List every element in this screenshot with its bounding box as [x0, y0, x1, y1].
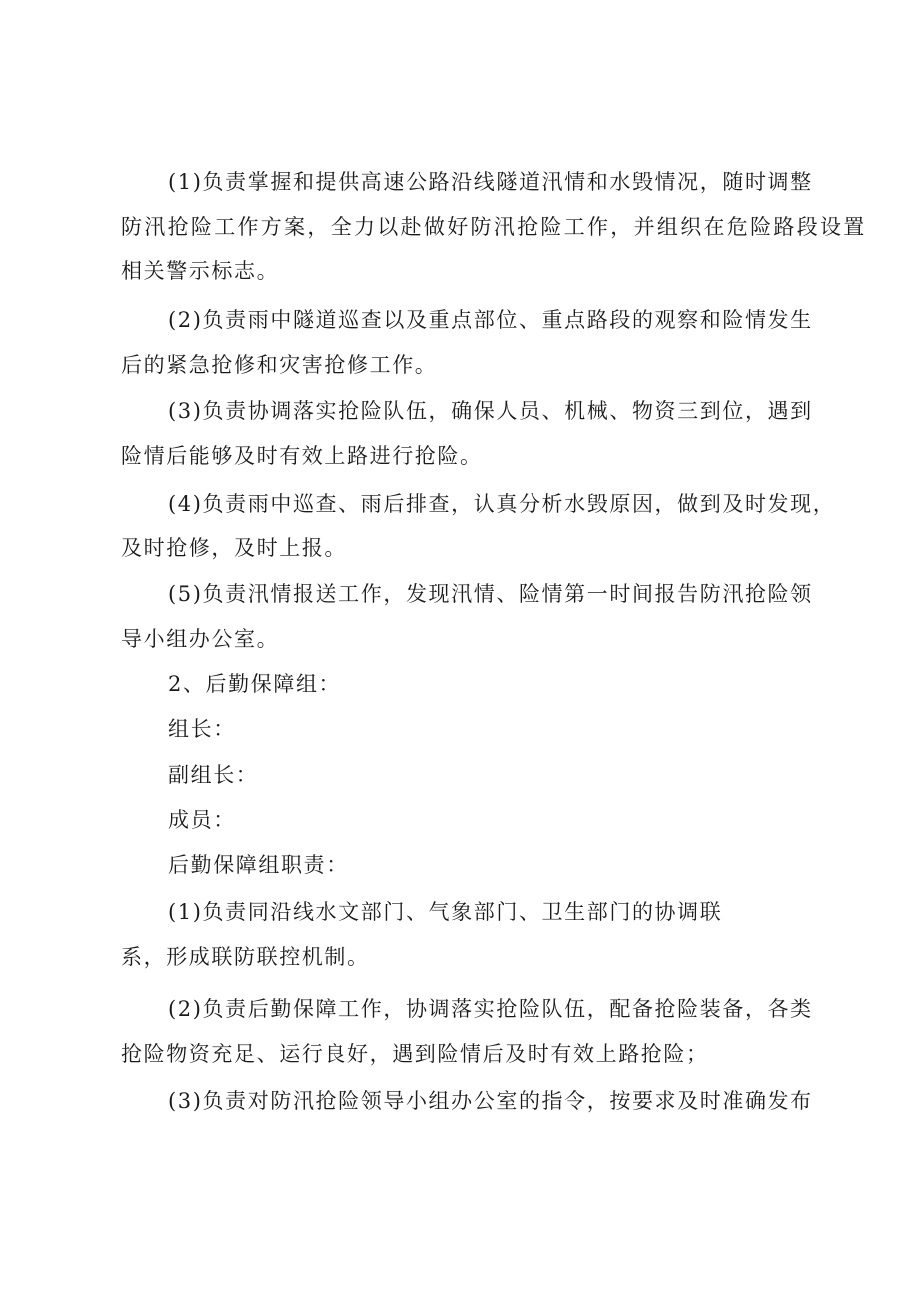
responsibilities-heading: 后勤保障组职责： [168, 853, 349, 877]
paragraph-line: 抢险物资充足、运行良好，遇到险情后及时有效上路抢险； [121, 1042, 709, 1066]
paragraph-line: (1)负责掌握和提供高速公路沿线隧道汛情和水毁情况，随时调整 [168, 170, 813, 194]
paragraph-line: 险情后能够及时有效上路进行抢险。 [121, 444, 483, 468]
field-label-deputy-leader: 副组长： [168, 763, 259, 787]
paragraph-line: (2)负责雨中隧道巡查以及重点部位、重点路段的观察和险情发生 [168, 308, 813, 332]
paragraph-line: 导小组办公室。 [121, 627, 280, 651]
paragraph-line: (1)负责同沿线水文部门、气象部门、卫生部门的协调联 [168, 900, 723, 924]
paragraph-line: (2)负责后勤保障工作，协调落实抢险队伍，配备抢险装备，各类 [168, 997, 813, 1021]
paragraph-line: (3)负责对防汛抢险领导小组办公室的指令，按要求及时准确发布 [168, 1089, 813, 1113]
paragraph-line: (4)负责雨中巡查、雨后排查，认真分析水毁原因，做到及时发现， [168, 492, 836, 516]
section-heading: 2、后勤保障组： [168, 672, 342, 696]
paragraph-line: 后的紧急抢修和灾害抢修工作。 [121, 353, 438, 377]
paragraph-line: 系，形成联防联控机制。 [121, 945, 370, 969]
paragraph-line: (5)负责汛情报送工作，发现汛情、险情第一时间报告防汛抢险领 [168, 582, 813, 606]
paragraph-line: (3)负责协调落实抢险队伍，确保人员、机械、物资三到位，遇到 [168, 399, 813, 423]
paragraph-line: 及时抢修，及时上报。 [121, 536, 347, 560]
field-label-leader: 组长： [168, 717, 236, 741]
paragraph-line: 相关警示标志。 [121, 259, 280, 283]
field-label-members: 成员： [168, 808, 236, 832]
paragraph-line: 防汛抢险工作方案，全力以赴做好防汛抢险工作，并组织在危险路段设置 [121, 215, 867, 239]
